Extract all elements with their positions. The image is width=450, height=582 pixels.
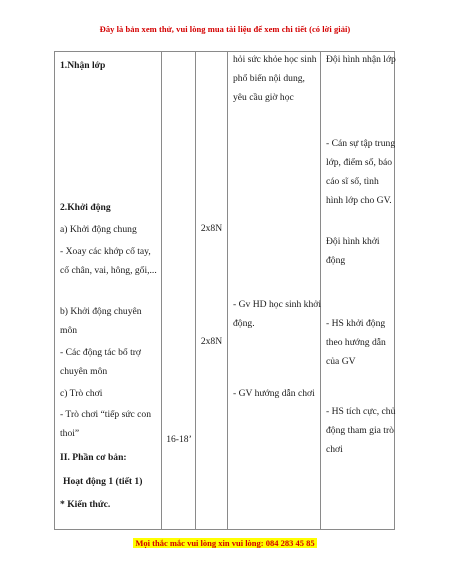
item-general-warmup: a) Khởi động chung (60, 224, 137, 235)
time-value: 16-18’ (166, 434, 192, 445)
item-special-warmup: b) Khởi động chuyên môn (60, 306, 142, 336)
teacher-activity: - GV hướng dẫn chơi (233, 388, 315, 399)
item-support-moves: - Các động tác bổ trợ chuyên môn (60, 347, 141, 377)
student-activity: Đội hình nhận lớp (326, 54, 396, 65)
item-relay-game: - Trò chơi “tiếp sức con thoi” (60, 409, 152, 439)
dose-value: 2x8N (200, 336, 223, 347)
section-main: II. Phần cơ bản: (60, 452, 127, 463)
teacher-activity: hỏi sức khỏe học sinh phổ biến nội dung, yêu cầu giờ học (233, 54, 317, 103)
lesson-table (54, 51, 395, 530)
item-joint-rotation: - Xoay các khớp cổ tay, cổ chân, vai, hông, gối,... (60, 246, 157, 276)
teacher-activity: - Gv HD học sinh khởi động. (233, 299, 321, 329)
student-activity: - Cán sự tập trung lớp, điểm số, báo cáo sĩ số, tình hình lớp cho GV. (326, 138, 396, 206)
student-activity: Đội hình khởi động (326, 236, 380, 266)
knowledge-label: * Kiến thức. (60, 499, 111, 510)
preview-notice: Đây là bản xem thử, vui lòng mua tài liệu để xem chi tiết (có lời giải) (99, 24, 351, 34)
student-activity: - HS khởi động theo hướng dẫn của GV (326, 318, 386, 367)
section-warmup-intro: 1.Nhận lớp (60, 60, 106, 71)
student-activity: - HS tích cực, chủ động tham gia trò chơi (326, 406, 396, 455)
column-divider (227, 52, 228, 529)
column-divider (161, 52, 162, 529)
item-game: c) Trò chơi (60, 388, 103, 399)
column-divider (195, 52, 196, 529)
contact-notice (0, 538, 450, 548)
dose-value: 2x8N (200, 223, 223, 234)
contact-text: Mọi thắc mắc vui lòng xin vui lòng: 084 283 45 85 (135, 538, 315, 548)
column-divider (320, 52, 321, 529)
activity-title: Hoạt động 1 (tiết 1) (63, 476, 143, 487)
section-warmup: 2.Khởi động (60, 202, 111, 213)
